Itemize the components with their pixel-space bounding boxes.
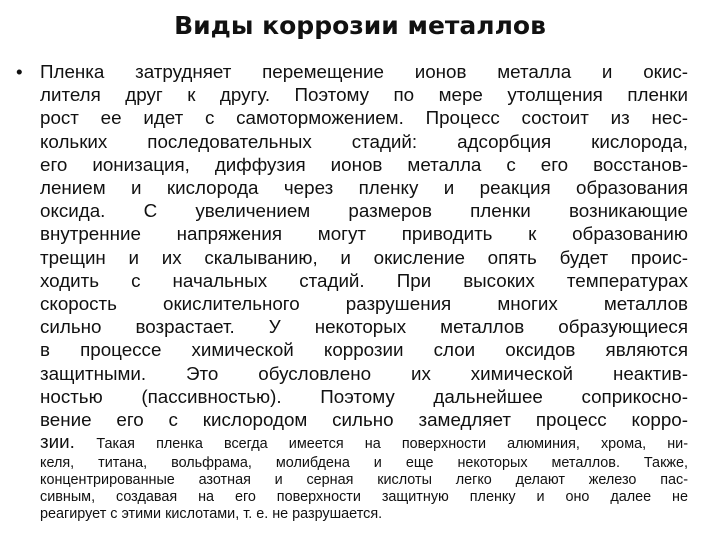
slide-body-text [16, 60, 688, 523]
text-line: оксида. С увеличением размеров пленки возникающие [40, 200, 688, 222]
text-line: ностью (пассивностью). Поэтому дальнейшее соприкосно- [40, 385, 688, 407]
text-line: защитными. Это обусловлено их химической неактив- [40, 362, 688, 384]
text-line: кольких последовательных стадий: адсорбция кислорода, [40, 130, 688, 152]
text-line: его ионизация, диффузия ионов металла с его восстанов- [40, 153, 688, 175]
text-line-small: келя, титана, вольфрама, молибдена и еще некоторых металлов. Также, [40, 455, 688, 472]
text-fragment-large: зии. [40, 431, 75, 453]
text-line [16, 60, 688, 83]
slide-title: Виды коррозии металлов [174, 11, 546, 40]
text-line-small: реагирует с этими кислотами, т. е. не разрушается. [40, 506, 383, 523]
text-line: вение его с кислородом сильно замедляет процесс корро- [40, 409, 688, 431]
text-line-content: Пленка затрудняет перемещение ионов металла и окис- [40, 61, 688, 82]
text-line: трещин и их скалыванию, и окисление опять будет проис- [40, 246, 688, 268]
text-line: в процессе химической коррозии слои оксидов являются [40, 339, 688, 361]
text-line: рост ее идет с самоторможением. Процесс состоит из нес- [40, 107, 688, 129]
text-line: лителя друг к другу. Поэтому по мере утолщения пленки [40, 84, 688, 106]
text-line-small: сивным, создавая на его поверхности защитную пленку и оно далее не [40, 489, 688, 506]
text-line: лением и кислорода через пленку и реакция образования [40, 177, 688, 199]
text-line: скорость окислительного разрушения многих металлов [40, 293, 688, 315]
text-line: внутренние напряжения могут приводить к образованию [40, 223, 688, 245]
text-line: ходить с начальных стадий. При высоких температурах [40, 269, 688, 291]
text-fragment-small: Такая пленка всегда имеется на поверхности алюминия, хрома, ни- [96, 436, 688, 453]
bullet-point: • [16, 61, 23, 82]
text-line-mixed [28, 431, 688, 455]
text-line: сильно возрастает. У некоторых металлов образующиеся [40, 316, 688, 338]
text-line-small: концентрированные азотная и серная кислоты легко делают железо пас- [40, 472, 688, 489]
